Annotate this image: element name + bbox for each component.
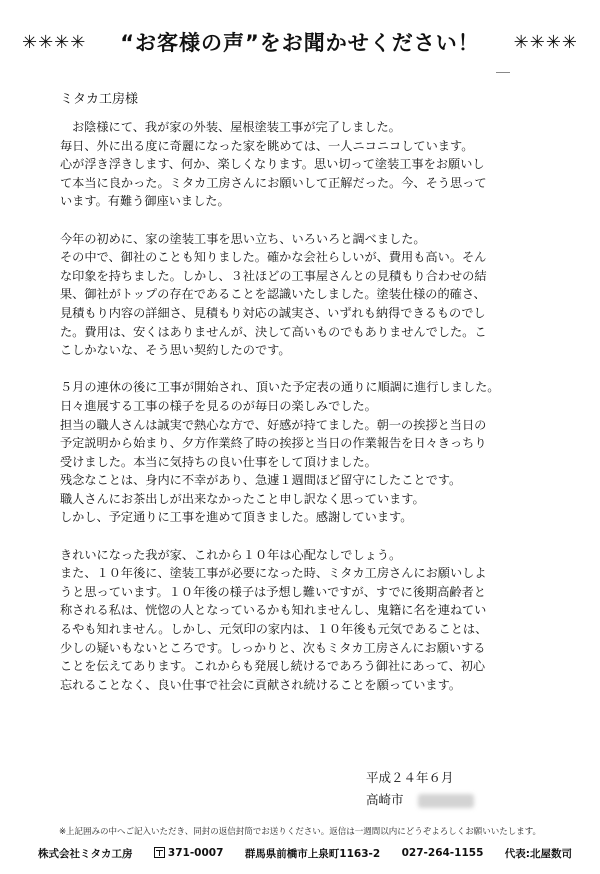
- letter-line: います。有難う御座いました。: [60, 194, 230, 209]
- letter-line: しかし、予定通りに工事を進めて頂きました。感謝しています。: [60, 510, 413, 525]
- letter-line: 日々進展する工事の様子を見るのが毎日の楽しみでした。: [60, 398, 377, 413]
- letter-line: 見積もり内容の詳細さ、見積もり対応の誠実さ、いずれも納得できるものでし: [60, 305, 486, 320]
- salutation: ミタカ工房様: [60, 92, 139, 107]
- letter-line: た。費用は、安くはありませんが、決して高いものでもありませんでした。こ: [60, 324, 487, 339]
- sender-city: 高崎市: [366, 792, 404, 807]
- letter-line: ことを伝えてあります。これからも発展し続けるであろう御社にあって、初心: [60, 659, 486, 674]
- decorative-stars-right: ✳✳✳✳: [513, 32, 578, 53]
- letter-line: また、１０年後に、塗装工事が必要になった時、ミタカ工房さんにお願いしよ: [60, 566, 487, 581]
- letter-body: [60, 118, 550, 694]
- decorative-stars-left: ✳✳✳✳: [22, 32, 87, 53]
- letter-line: うと思っています。１０年後の様子は予想し難いですが、すでに後期高齢者と: [60, 584, 486, 599]
- paragraph-gap: [60, 211, 550, 230]
- page-header: [0, 22, 600, 62]
- letter-line: その中で、御社のことも知りました。確かな会社らしいが、費用も高い。そん: [60, 250, 487, 265]
- letter-line: 果、御社がトップの存在であることを認識いたしました。塗装仕様の的確さ、: [60, 287, 486, 302]
- sender-location: [366, 789, 474, 811]
- company-footer: [38, 845, 572, 861]
- letter-line: 毎日、外に出る度に奇麗になった家を眺めては、一人ニコニコしています。: [60, 138, 474, 153]
- letter-date: 平成２４年６月: [366, 770, 454, 785]
- company-name: 株式会社ミタカ工房: [38, 847, 133, 860]
- letter-line: 担当の職人さんは誠実で熱心な方で、好感が持てました。朝一の挨拶と当日の: [60, 417, 487, 432]
- letter-line: お陰様にて、我が家の外装、屋根塗装工事が完了しました。: [72, 120, 401, 134]
- letter-line: ５月の連休の後に工事が開始され、頂いた予定表の通りに順調に進行しました。: [60, 380, 500, 395]
- company-phone: 027-264-1155: [401, 847, 484, 859]
- signature-block: [366, 767, 474, 811]
- scan-mark: [496, 72, 510, 73]
- return-instructions-note: ※上記囲みの中へご記入いただき、同封の返信封筒でお送りください。返信は一週間以内にどうぞよろしくお願いいたします。: [58, 827, 542, 837]
- letter-line: て本当に良かった。ミタカ工房さんにお願いして正解だった。今、そう思って: [60, 175, 487, 190]
- letter-line: るやも知れません。しかし、元気印の家内は、１０年後も元気であることは、: [60, 622, 488, 637]
- letter-line: 忘れることなく、良い仕事で社会に貢献され続けることを願っています。: [60, 677, 461, 692]
- letter-line: 残念なことは、身内に不幸があり、急遽１週間ほど留守にしたことです。: [60, 473, 462, 488]
- letter-line: 予定説明から始まり、夕方作業終了時の挨拶と当日の作業報告を日々きっちり: [60, 436, 487, 451]
- letter-line: 心が浮き浮きします、何か、楽しくなります。思い切って塗装工事をお願いし: [60, 157, 485, 172]
- paragraph-gap: [60, 360, 550, 379]
- letter-line: 受けました。本当に気持ちの良い仕事をして頂けました。: [60, 454, 377, 469]
- letter-line: 今年の初めに、家の塗装工事を思い立ち、いろいろと調べました。: [60, 231, 426, 246]
- letter-line: 少しの疑いもないところです。しっかりと、次もミタカ工房さんにお願いする: [60, 640, 486, 655]
- postal-code-value: 371-0007: [167, 847, 224, 859]
- paragraph-gap: [60, 527, 550, 546]
- letter-line: 称される私は、恍惚の人となっているかも知れませんし、鬼籍に名を連ねてい: [60, 603, 487, 618]
- letter-line: な印象を持ちました。しかし、３社ほどの工事屋さんとの見積もり合わせの結: [60, 268, 487, 283]
- letter-line: きれいになった我が家、これから１０年は心配なしでしょう。: [60, 547, 402, 562]
- letter-line: 職人さんにお茶出しが出来なかったこと申し訳なく思っています。: [60, 491, 425, 506]
- page-title: “お客様の声”をお聞かせください！: [120, 31, 480, 55]
- letter-line: こしかないな、そう思い契約したのです。: [60, 343, 291, 358]
- company-address: 群馬県前橋市上泉町1163-2: [244, 847, 381, 860]
- postal-code: [154, 847, 224, 859]
- redacted-name: [418, 794, 474, 808]
- company-representative: 代表:北屋数司: [504, 847, 572, 860]
- postal-mark-icon: [154, 847, 165, 858]
